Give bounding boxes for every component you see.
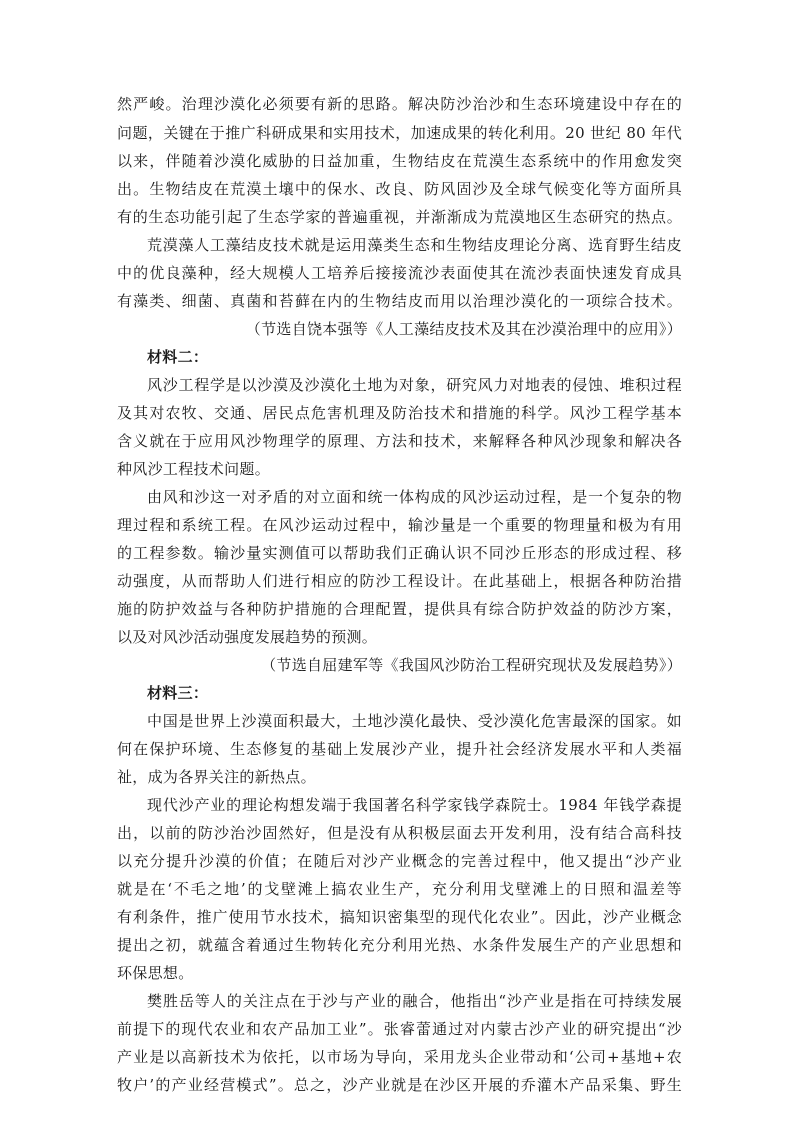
source-citation-2: （节选自屈建军等《我国风沙防治工程研究现状及发展趋势》） [261, 656, 682, 674]
text-line: 有藻类、细菌、真菌和苔藓在内的生物结皮而用以治理沙漠化的一项综合技术。 [117, 292, 682, 310]
text-line: 牧户’的产业经营模式”。总之，沙产业就是在沙区开展的乔灌木产品采集、野生 [117, 1076, 682, 1094]
text-line: 中的优良藻种，经大规模人工培养后接接流沙表面使其在流沙表面快速发育成具 [117, 264, 682, 282]
text-line: 环保思想。 [117, 964, 194, 982]
text-line: 然严峻。治理沙漠化必须要有新的思路。解决防沙治沙和生态环境建设中存在的 [117, 95, 682, 113]
text-line: 施的防护效益与各种防护措施的合理配置，提供具有综合防护效益的防沙方案， [117, 600, 682, 618]
text-line: 前提下的现代农业和农产品加工业”。张睿蕾通过对内蒙古沙产业的研究提出“沙 [117, 1020, 682, 1038]
text-line: 产业是以高新技术为依托，以市场为导向，采用龙头企业带动和‘公司+基地+农 [117, 1048, 682, 1066]
text-line: 有利条件，推广使用节水技术，搞知识密集型的现代化农业”。因此，沙产业概念 [117, 908, 682, 926]
text-line: 的工程参数。输沙量实测值可以帮助我们正确认识不同沙丘形态的形成过程、移 [117, 544, 682, 562]
text-line: 以来，伴随着沙漠化威胁的日益加重，生物结皮在荒漠生态系统中的作用愈发突 [117, 152, 682, 170]
text-line: 提出之初，就蕴含着通过生物转化充分利用光热、水条件发展生产的产业思想和 [117, 936, 682, 954]
text-line: 樊胜岳等人的关注点在于沙与产业的融合，他指出“沙产业是指在可持续发展 [147, 992, 682, 1010]
text-line: 理过程和系统工程。在风沙运动过程中，输沙量是一个重要的物理量和极为有用 [117, 516, 682, 534]
material-2-heading: 材料二： [147, 348, 209, 366]
text-line: 种风沙工程技术问题。 [117, 460, 271, 478]
text-line: 现代沙产业的理论构想发端于我国著名科学家钱学森院士。1984 年钱学森提 [147, 796, 682, 814]
text-line: 及其对农牧、交通、居民点危害机理及防治技术和措施的科学。风沙工程学基本 [117, 404, 682, 422]
material-3-heading: 材料三： [147, 684, 209, 702]
source-citation-1: （节选自饶本强等《人工藻结皮技术及其在沙漠治理中的应用》） [245, 320, 682, 338]
text-line: 就是在‘不毛之地’的戈壁滩上搞农业生产，充分利用戈壁滩上的日照和温差等 [117, 880, 682, 898]
text-line: 问题，关键在于推广科研成果和实用技术，加速成果的转化利用。20 世纪 80 年代 [117, 124, 682, 142]
text-line: 出。生物结皮在荒漠土壤中的保水、改良、防风固沙及全球气候变化等方面所具 [117, 180, 682, 198]
text-line: 风沙工程学是以沙漠及沙漠化土地为对象，研究风力对地表的侵蚀、堆积过程 [147, 376, 682, 394]
text-line: 含义就在于应用风沙物理学的原理、方法和技术，来解释各种风沙现象和解决各 [117, 432, 682, 450]
text-line: 以充分提升沙漠的价值；在随后对沙产业概念的完善过程中，他又提出“沙产业 [117, 852, 682, 870]
text-line: 中国是世界上沙漠面积最大，土地沙漠化最快、受沙漠化危害最深的国家。如 [147, 712, 682, 730]
text-line: 动强度，从而帮助人们进行相应的防沙工程设计。在此基础上，根据各种防治措 [117, 572, 682, 590]
text-line: 祉，成为各界关注的新热点。 [117, 768, 316, 786]
text-line: 有的生态功能引起了生态学家的普遍重视，并渐渐成为荒漠地区生态研究的热点。 [117, 208, 682, 226]
text-line: 以及对风沙活动强度发展趋势的预测。 [117, 628, 378, 646]
text-line: 由风和沙这一对矛盾的对立面和统一体构成的风沙运动过程，是一个复杂的物 [147, 488, 682, 506]
text-line: 出，以前的防沙治沙固然好，但是没有从积极层面去开发利用，没有结合高科技 [117, 824, 682, 842]
text-line: 何在保护环境、生态修复的基础上发展沙产业，提升社会经济发展水平和人类福 [117, 740, 682, 758]
text-line: 荒漠藻人工藻结皮技术就是运用藻类生态和生物结皮理论分离、选育野生结皮 [147, 236, 682, 254]
